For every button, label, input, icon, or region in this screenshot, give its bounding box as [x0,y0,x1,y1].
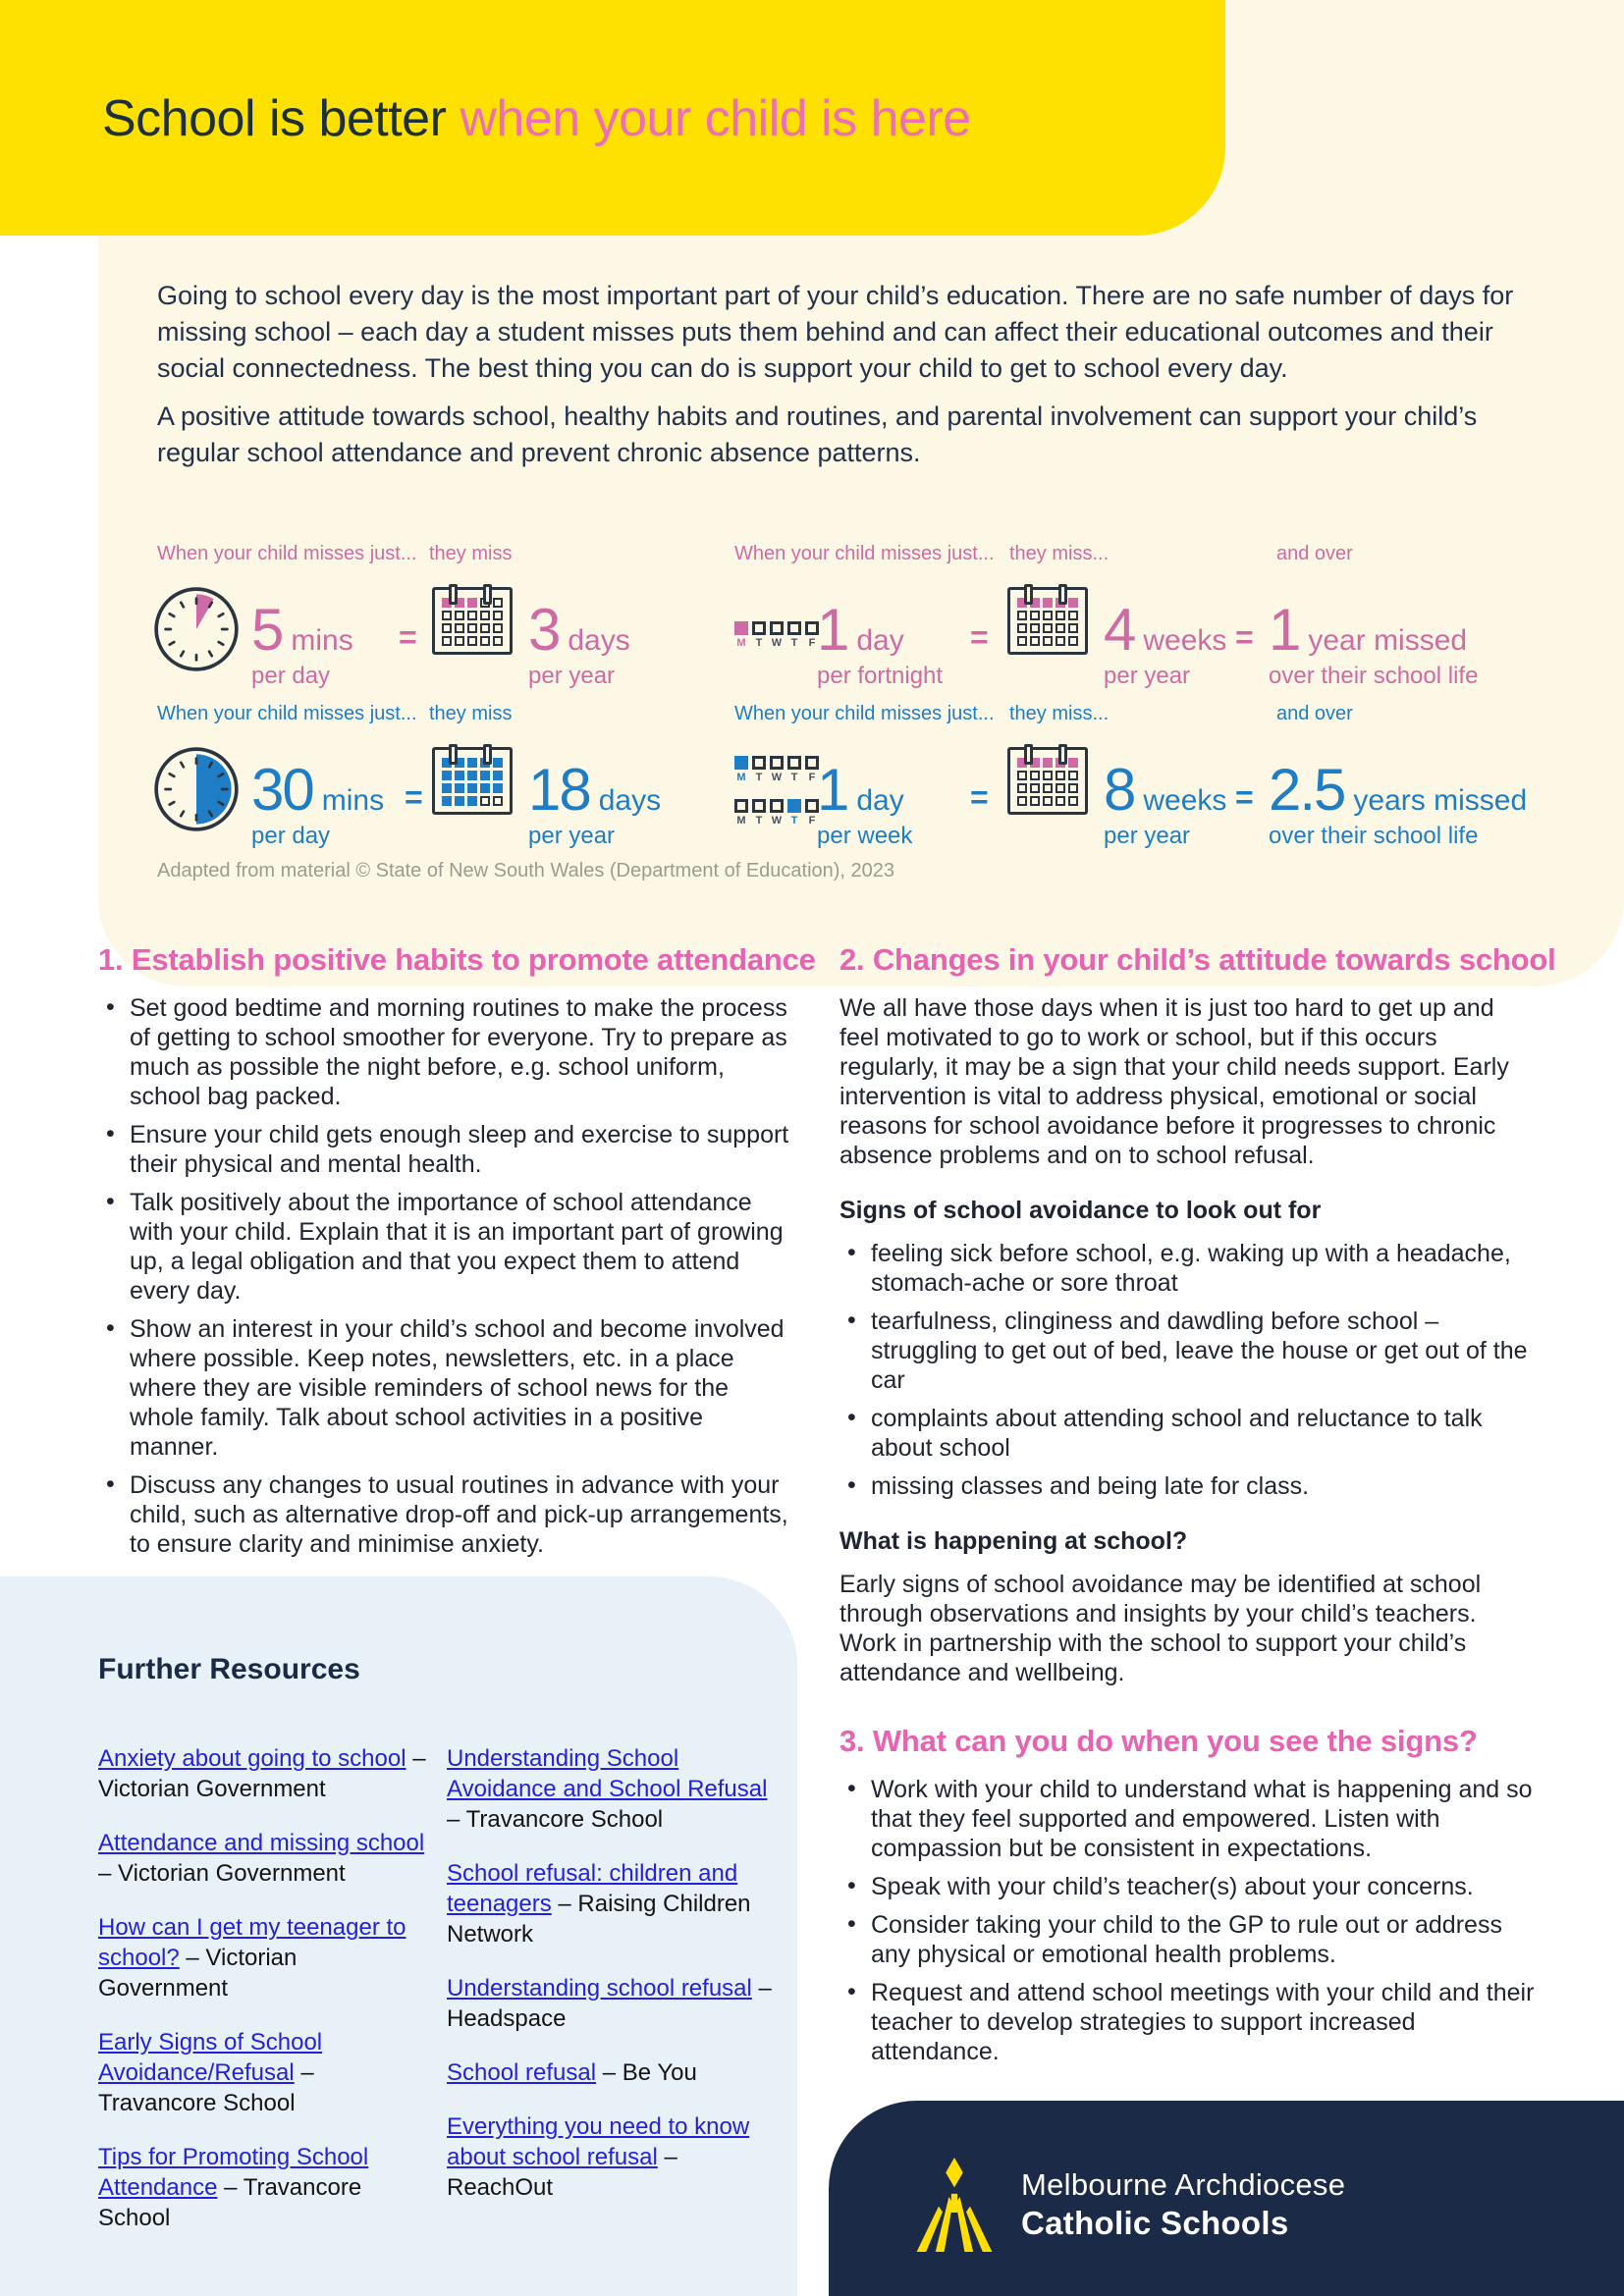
macs-logo-icon [915,2156,994,2254]
stat-30-mins [251,757,385,850]
section-attitude-changes [839,942,1556,1687]
bullet-item: • Consider taking your child to the GP to rule out or address any physical or emotional health problems. [871,1910,1537,1969]
resource-item [98,2027,432,2118]
equals-sign: = [970,619,989,655]
resource-link[interactable]: Understanding School Avoidance and School Refusal [447,1745,768,1802]
resource-link[interactable]: Tips for Promoting School Attendance [98,2144,369,2201]
clock-5-minutes-icon [153,586,240,672]
stat-value: 2.5 [1269,757,1345,823]
stat-unit: weeks [1143,784,1227,817]
bullet-item: • Discuss any changes to usual routines in advance with your child, such as alternative drop-off and pick-up arrangements, to ensure clarity and minimise anxiety. [130,1470,791,1559]
stat-4-weeks [1104,597,1227,690]
resource-item [447,2111,785,2203]
resource-source: – Victorian Government [98,1745,426,1802]
resource-link[interactable]: Early Signs of School Avoidance/Refusal [98,2029,323,2086]
stat-sub: per year [528,663,616,689]
infographic-label: they miss... [1009,543,1110,564]
equals-sign: = [405,779,423,815]
stat-sub: over their school life [1269,823,1479,849]
section-1-bullet-list [98,993,791,1559]
infographic-row-minutes-blue [0,695,1624,862]
section-establish-habits [98,942,816,1568]
two-week-strip-icon-week2: M T W T F [734,799,819,827]
stat-sub: over their school life [1269,663,1479,689]
resource-link[interactable]: School refusal: children and teenagers [447,1860,738,1917]
stat-1-day-week [817,757,913,850]
resource-source: – Victorian Government [98,1860,346,1887]
stat-5-mins [251,597,353,690]
stat-2-5-years-missed [1269,757,1528,850]
bullet-item: • Request and attend school meetings with your child and their teacher to develop strategies to support increased attendance. [871,1978,1537,2066]
stat-value: 30 [251,757,313,823]
resource-source: – Travancore School [98,2174,362,2231]
infographic-label: When your child misses just... [157,703,417,724]
section-2-intro: We all have those days when it is just too hard to get up and feel motivated to go to work or school, but if this occurs regularly, it may be a sign that your child needs support. Early intervention is vital to address physical, emotional or social reasons for school avoidance before it progresses to chronic absence problems and on to school refusal. [839,994,1509,1169]
stat-value: 4 [1104,597,1135,663]
bullet-item: • Talk positively about the importance of school attendance with your child. Explain that it is an important part of growing up, a legal obligation and that you expect them to attend every day. [130,1188,791,1306]
intro-paragraph-1: Going to school every day is the most important part of your child’s education. There are no safe number of days for missing school – each day a student misses puts them behind and can affect their educational outcomes and their social connectedness. The best thing you can do is support your child to get to school every day. [157,281,1514,383]
resource-item [447,1858,785,1949]
stat-sub: per year [1104,823,1191,849]
footer-org-name [1021,2166,1345,2243]
infographic-label: When your child misses just... [157,543,417,564]
page-title-dark: School is better [102,90,447,147]
resource-source: – ReachOut [447,2144,677,2201]
resource-item [98,1912,432,2003]
further-resources-heading: Further Resources [98,1653,360,1685]
stat-value: 1 [817,597,848,663]
infographic-label: they miss [429,703,513,724]
infographic-row-minutes-pink [0,535,1624,702]
stat-unit: weeks [1143,624,1227,657]
calendar-18-days-icon [432,744,513,815]
infographic-label: they miss... [1009,703,1110,724]
footer-brand [915,2156,1345,2254]
infographic-label: When your child misses just... [734,543,995,564]
equals-sign: = [1235,619,1254,655]
stat-unit: mins [321,784,385,817]
bullet-item: • Speak with your child’s teacher(s) about your concerns. [871,1872,1537,1901]
calendar-8-weeks-icon [1007,744,1088,815]
clock-30-minutes-icon [153,746,240,832]
resource-source: – Victorian Government [98,1945,298,2002]
resource-item [98,1828,432,1889]
footer-panel [829,2101,1624,2296]
stat-unit: days [598,784,662,817]
bullet-item: • Show an interest in your child’s school and become involved where possible. Keep notes, newsletters, etc. in a place where they are visible reminders of school news for the whole family. Talk about school activities in a positive manner. [130,1314,791,1462]
stat-3-days [528,597,630,690]
stat-sub: per day [251,663,331,689]
stat-value: 1 [1269,597,1300,663]
stat-sub: per year [528,823,616,849]
resource-source: – Be You [596,2059,697,2086]
school-subheading: What is happening at school? [839,1527,1188,1555]
bullet-item: • Work with your child to understand what is happening and so that they feel supported and empowered. Listen with compassion but be consistent in expectations. [871,1775,1537,1863]
resource-item [447,1973,785,2034]
resources-column-1 [98,1720,432,2248]
resource-link[interactable]: Attendance and missing school [98,1830,425,1856]
section-1-heading: 1. Establish positive habits to promote attendance [98,942,816,977]
stat-value: 8 [1104,757,1135,823]
stat-value: 18 [528,757,590,823]
infographic-label: When your child misses just... [734,703,995,724]
bullet-item: • feeling sick before school, e.g. waking up with a headache, stomach-ache or sore throat [871,1239,1537,1298]
resource-link[interactable]: Understanding school refusal [447,1975,752,2002]
calendar-3-days-icon [432,584,513,655]
resource-item [447,1743,785,1835]
section-what-can-you-do [839,1724,1537,2075]
calendar-4-weeks-icon [1007,584,1088,655]
resource-link[interactable]: School refusal [447,2059,597,2086]
section-2-heading: 2. Changes in your child’s attitude towards school [839,942,1556,977]
header-banner [0,0,1225,236]
resource-source: – Raising Children Network [447,1891,751,1948]
further-resources-panel [0,1576,797,2296]
bullet-item: • Ensure your child gets enough sleep and exercise to support their physical and mental health. [130,1120,791,1179]
stat-unit: years missed [1353,784,1528,817]
equals-sign: = [1235,779,1254,815]
footer-org-line1: Melbourne Archdiocese [1021,2167,1346,2202]
stat-18-days [528,757,662,850]
stat-value: 1 [817,757,848,823]
signs-subheading: Signs of school avoidance to look out for [839,1197,1322,1224]
page-title-pink: when your child is here [446,90,971,147]
intro-paragraph-2: A positive attitude towards school, healthy habits and routines, and parental involvement can support your child’s regular school attendance and prevent chronic absence patterns. [157,401,1478,467]
stat-sub: per day [251,823,331,849]
stat-unit: day [856,624,904,657]
stat-sub: per week [817,823,913,849]
school-paragraph: Early signs of school avoidance may be identified at school through observations and insights by your child’s teachers. Work in partnership with the school to support your child’s attendance and wellbeing. [839,1571,1482,1686]
stat-sub: per fortnight [817,663,944,689]
stat-unit: day [856,784,904,817]
stat-unit: days [568,624,630,657]
bullet-item: • tearfulness, clinginess and dawdling before school – struggling to get out of bed, leave the house or get out of the car [871,1307,1537,1395]
resource-item [98,1743,432,1804]
resource-link[interactable]: Everything you need to know about school refusal [447,2113,750,2170]
intro-block [157,278,1524,483]
signs-bullet-list [839,1239,1537,1501]
attribution-note: Adapted from material © State of New South Wales (Department of Education), 2023 [157,860,895,881]
equals-sign: = [970,779,989,815]
resource-source: – Headspace [447,1975,772,2032]
resources-column-2 [447,1720,785,2217]
infographic-label: and over [1276,703,1353,724]
stat-1-day-fortnight [817,597,944,690]
resource-source: – Travancore School [98,2059,314,2116]
resource-item [98,2142,432,2233]
resource-source: – Travancore School [447,1806,664,1833]
footer-org-line2: Catholic Schools [1021,2205,1289,2241]
stat-1-year-missed [1269,597,1479,690]
bullet-item: • Set good bedtime and morning routines to make the process of getting to school smoother for everyone. Try to prepare as much as possible the night before, e.g. school uniform, school bag packed. [130,993,791,1111]
infographic-label: they miss [429,543,513,564]
section-3-bullet-list [839,1775,1537,2066]
bullet-item: • complaints about attending school and reluctance to talk about school [871,1404,1537,1463]
resource-link[interactable]: Anxiety about going to school [98,1745,406,1772]
section-3-heading: 3. What can you do when you see the signs? [839,1724,1478,1758]
stat-value: 3 [528,597,560,663]
stat-unit: year missed [1308,624,1468,657]
stat-8-weeks [1104,757,1227,850]
stat-value: 5 [251,597,283,663]
stat-unit: mins [291,624,353,657]
two-week-strip-icon-week1: M T W T F [734,756,819,783]
week-strip-icon: M T W T F [734,621,819,649]
resource-item [447,2057,785,2088]
bullet-item: • missing classes and being late for class. [871,1471,1537,1501]
equals-sign: = [399,619,417,655]
page-title [102,90,971,147]
resource-link[interactable]: How can I get my teenager to school? [98,1914,406,1971]
stat-sub: per year [1104,663,1191,689]
infographic-label: and over [1276,543,1353,564]
